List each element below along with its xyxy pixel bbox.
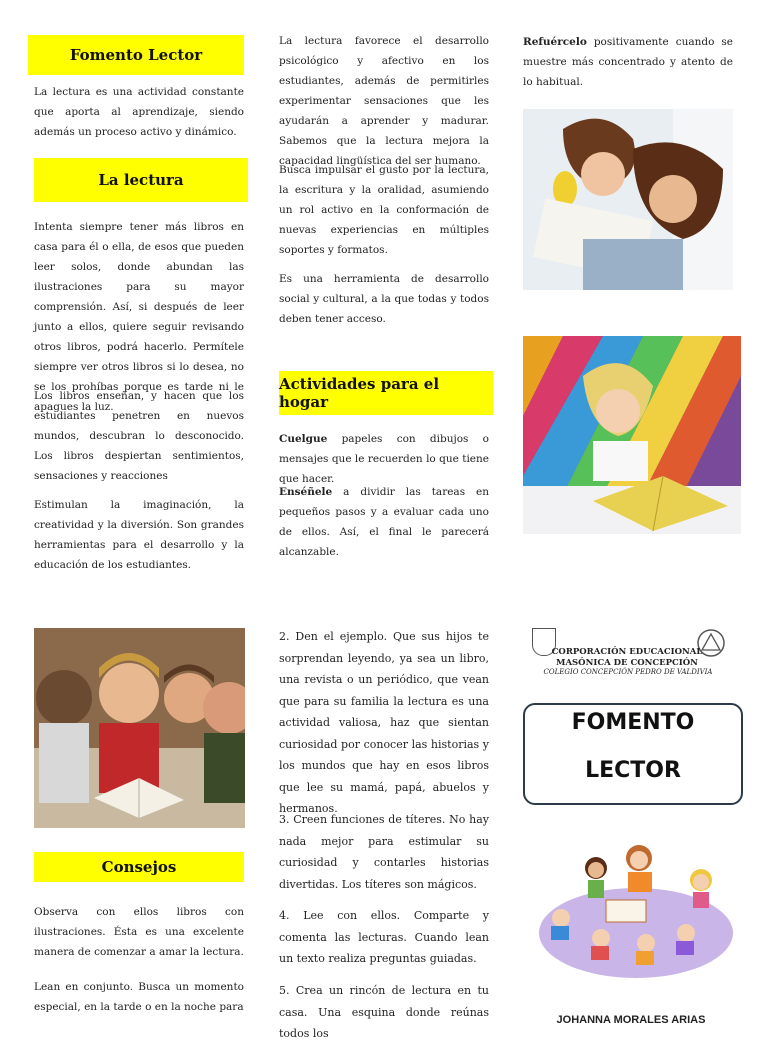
consejo-1: Observa con ellos libros con ilustraciones. Ésta es una excelente manera de comenzar a amar la lectura. (34, 906, 244, 958)
title-line-2: LECTOR (585, 758, 681, 783)
girls-flashlight-photo (523, 109, 733, 290)
title-line-1: FOMENTO (571, 710, 695, 735)
org-line-1: CORPORACIÓN EDUCACIONAL (551, 647, 703, 657)
author-name: JOHANNA MORALES ARIAS (556, 1014, 706, 1026)
ensenele-bold: Enséñele (279, 486, 333, 498)
actividad-cuelgue (279, 429, 489, 489)
lectura-paragraph-2: Los libros enseñan, y hacen que los estudiantes penetren en nuevos mundos, descubran lo desconocido. Los libros despiertan sentimientos, sensaciones y reacciones (34, 390, 244, 482)
tip-4: 4. Lee con ellos. Comparte y comenta las lecturas. Cuando lean un texto realiza preguntas guiadas. (279, 909, 489, 965)
tip-2: 2. Den el ejemplo. Que sus hijos te sorprendan leyendo, ya sea un libro, una revista o un periódico, que vean que para su familia la lectura es una actividad valiosa, haz que sientan curiosidad por conocer las historias y los mundos que hay en esos libros que lee su mamá, papá, abuelos y hermanos. (279, 630, 489, 815)
lectura-paragraph-1: Intenta siempre tener más libros en casa para él o ella, de esos que pueden leer solos, donde abundan las ilustraciones para su mayor comprensión. Así, si después de leer junto a ellos, quiere seguir revisando otros libros, podrá hacerlo. Permítele siempre ver otros libros si lo desea, no se los prohíbas porque es tarde ni le apagues la luz. (34, 221, 244, 413)
heading-consejos: Consejos (34, 852, 244, 882)
intro-paragraph: La lectura es una actividad constante que aporta al aprendizaje, siendo además un proceso activo y dinámico. (34, 86, 244, 138)
org-subtitle: COLEGIO CONCEPCIÓN PEDRO DE VALDIVIA (543, 668, 713, 676)
girl-reading-photo (523, 336, 741, 534)
refuercelo-paragraph (523, 32, 733, 92)
cuelgue-text: papeles con dibujos o mensajes que le recuerden lo que tiene que hacer. (279, 433, 489, 485)
consejo-2: Lean en conjunto. Busca un momento especial, en la tarde o en la noche para (34, 981, 244, 1013)
herramienta-paragraph: Es una herramienta de desarrollo social y cultural, a la que todas y todos deben tener acceso. (279, 273, 489, 325)
kids-reading-illustration (536, 838, 736, 980)
boys-reading-photo (34, 628, 245, 828)
brochure-title-box (523, 703, 743, 805)
actividad-ensenele (279, 482, 489, 562)
tip-3: 3. Creen funciones de títeres. No hay nada mejor para estimular su curiosidad y contarles historias divertidas. Los títeres son mágicos. (279, 813, 489, 891)
impulsar-paragraph: Busca impulsar el gusto por la lectura, la escritura y la oralidad, asumiendo un rol activo en la conformación de nuevas experiencias en múltiples soportes y formatos. (279, 164, 489, 256)
org-line-2: MASÓNICA DE CONCEPCIÓN (556, 658, 698, 668)
heading-fomento-lector: Fomento Lector (28, 35, 244, 75)
lectura-paragraph-3: Estimulan la imaginación, la creatividad y la diversión. Son grandes herramientas para el desarrollo y la educación de los estudiantes. (34, 499, 244, 571)
heading-la-lectura: La lectura (34, 158, 248, 202)
heading-actividades: Actividades para el hogar (279, 371, 493, 415)
desarrollo-paragraph: La lectura favorece el desarrollo psicológico y afectivo en los estudiantes, además de permitirles experimentar sensaciones que les ayudarán a aprender y madurar. Sabemos que la lectura mejora la capacidad lingüística del ser humano. (279, 35, 489, 167)
tip-5: 5. Crea un rincón de lectura en tu casa. Una esquina donde reúnas todos los (279, 984, 489, 1040)
refuercelo-bold: Refuércelo (523, 36, 587, 48)
ensenele-text: a dividir las tareas en pequeños pasos y a evaluar cada uno de ellos. Así, el final le parecerá alcanzable. (279, 486, 489, 558)
cuelgue-bold: Cuelgue (279, 433, 328, 445)
refuercelo-text: positivamente cuando se muestre más concentrado y atento de lo habitual. (523, 36, 733, 88)
